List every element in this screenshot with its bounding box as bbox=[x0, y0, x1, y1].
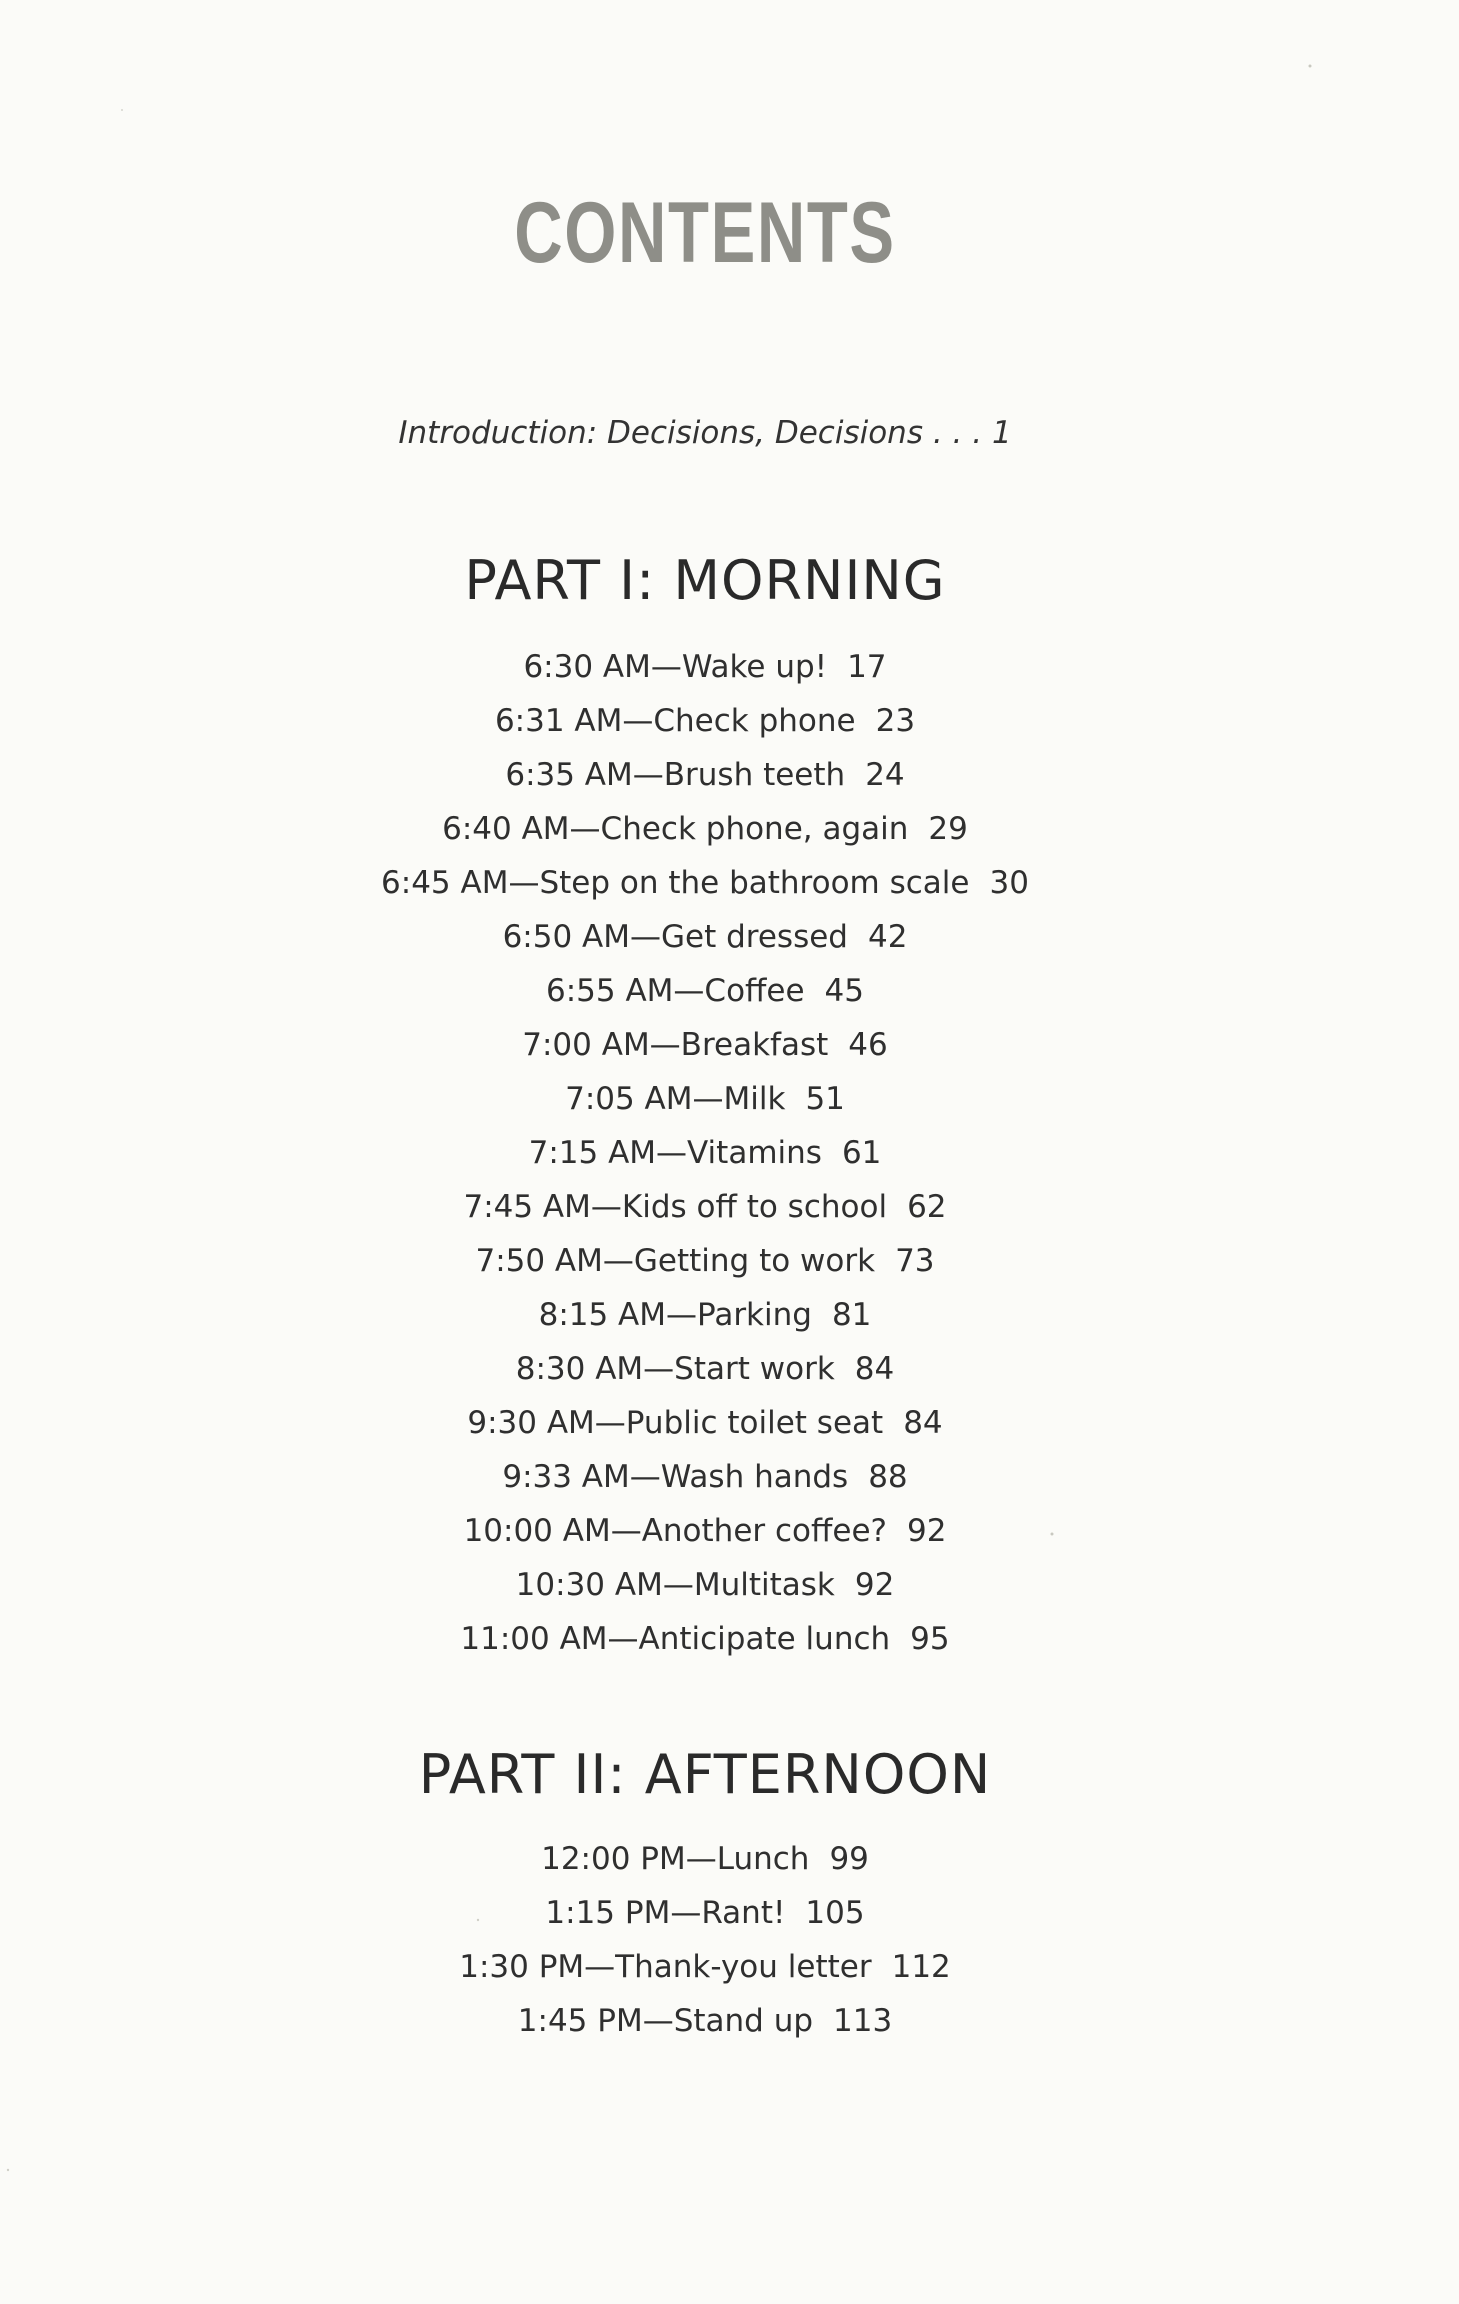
toc-entry bbox=[0, 640, 1410, 694]
toc-entry bbox=[0, 1396, 1410, 1450]
toc-entry bbox=[0, 1940, 1410, 1994]
part-one-title: PART I: MORNING bbox=[464, 549, 946, 612]
toc-entry bbox=[0, 1994, 1410, 2048]
entry-page-number: 113 bbox=[833, 2003, 893, 2039]
entry-label: 10:00 AM—Another coffee? bbox=[463, 1513, 887, 1549]
toc-entry bbox=[0, 964, 1410, 1018]
entry-page-number: 112 bbox=[891, 1949, 951, 1985]
entry-label: 10:30 AM—Multitask bbox=[515, 1567, 835, 1603]
entry-page-number: 81 bbox=[831, 1297, 872, 1333]
entry-page-number: 46 bbox=[848, 1027, 888, 1063]
entry-label: 9:33 AM—Wash hands bbox=[502, 1459, 849, 1495]
entry-label: 6:45 AM—Step on the bathroom scale bbox=[381, 865, 970, 901]
toc-entry bbox=[0, 910, 1410, 964]
toc-entry bbox=[0, 1126, 1410, 1180]
toc-entry bbox=[0, 748, 1410, 802]
entry-page-number: 99 bbox=[829, 1841, 869, 1877]
entry-label: 1:45 PM—Stand up bbox=[517, 2003, 814, 2039]
toc-entry bbox=[0, 1342, 1410, 1396]
toc-entry bbox=[0, 1504, 1410, 1558]
entry-label: 6:40 AM—Check phone, again bbox=[442, 811, 909, 847]
entry-page-number: 24 bbox=[865, 757, 905, 793]
entry-page-number: 17 bbox=[847, 649, 887, 685]
toc-entry bbox=[0, 1886, 1410, 1940]
toc-entry bbox=[0, 802, 1410, 856]
toc-entry bbox=[0, 694, 1410, 748]
entry-page-number: 84 bbox=[903, 1405, 943, 1441]
entry-page-number: 51 bbox=[805, 1081, 845, 1117]
entry-page-number: 105 bbox=[805, 1895, 865, 1931]
entry-label: 12:00 PM—Lunch bbox=[541, 1841, 810, 1877]
entry-page-number: 92 bbox=[906, 1513, 947, 1549]
entry-page-number: 42 bbox=[867, 919, 908, 955]
entry-page-number: 61 bbox=[841, 1135, 882, 1171]
entry-label: 9:30 AM—Public toilet seat bbox=[467, 1405, 884, 1441]
toc-entry bbox=[0, 1612, 1410, 1666]
toc-entry bbox=[0, 1234, 1410, 1288]
entry-label: 1:15 PM—Rant! bbox=[545, 1895, 786, 1931]
entry-label: 7:05 AM—Milk bbox=[565, 1081, 786, 1117]
entry-label: 1:30 PM—Thank-you letter bbox=[459, 1949, 872, 1985]
entry-label: 7:45 AM—Kids off to school bbox=[463, 1189, 888, 1225]
introduction-entry: Introduction: Decisions, Decisions . . . 1 bbox=[398, 415, 1012, 451]
entry-page-number: 30 bbox=[989, 865, 1029, 901]
entry-page-number: 92 bbox=[854, 1567, 895, 1603]
entry-label: 6:35 AM—Brush teeth bbox=[505, 757, 846, 793]
part-one-entries bbox=[0, 640, 1410, 1666]
entry-page-number: 45 bbox=[824, 973, 864, 1009]
toc-entry bbox=[0, 1072, 1410, 1126]
entry-label: 6:50 AM—Get dressed bbox=[502, 919, 848, 955]
entry-label: 7:00 AM—Breakfast bbox=[522, 1027, 829, 1063]
toc-entry bbox=[0, 1018, 1410, 1072]
entry-label: 11:00 AM—Anticipate lunch bbox=[460, 1621, 891, 1657]
toc-entry bbox=[0, 1180, 1410, 1234]
entry-label: 6:55 AM—Coffee bbox=[546, 973, 805, 1009]
entry-page-number: 88 bbox=[868, 1459, 908, 1495]
part-two-entries bbox=[0, 1832, 1410, 2048]
contents-heading: CONTENTS bbox=[514, 185, 896, 281]
toc-entry bbox=[0, 856, 1410, 910]
entry-page-number: 62 bbox=[907, 1189, 947, 1225]
part-two-title: PART II: AFTERNOON bbox=[418, 1743, 992, 1806]
entry-page-number: 23 bbox=[875, 703, 916, 739]
toc-entry bbox=[0, 1450, 1410, 1504]
entry-page-number: 84 bbox=[854, 1351, 895, 1387]
toc-entry bbox=[0, 1288, 1410, 1342]
entry-label: 8:30 AM—Start work bbox=[515, 1351, 835, 1387]
entry-label: 7:50 AM—Getting to work bbox=[475, 1243, 876, 1279]
entry-label: 6:31 AM—Check phone bbox=[494, 703, 856, 739]
entry-page-number: 95 bbox=[910, 1621, 950, 1657]
entry-label: 7:15 AM—Vitamins bbox=[528, 1135, 822, 1171]
entry-page-number: 73 bbox=[895, 1243, 935, 1279]
entry-page-number: 29 bbox=[928, 811, 968, 847]
toc-entry bbox=[0, 1558, 1410, 1612]
entry-label: 8:15 AM—Parking bbox=[538, 1297, 812, 1333]
toc-entry bbox=[0, 1832, 1410, 1886]
entry-label: 6:30 AM—Wake up! bbox=[523, 649, 828, 685]
